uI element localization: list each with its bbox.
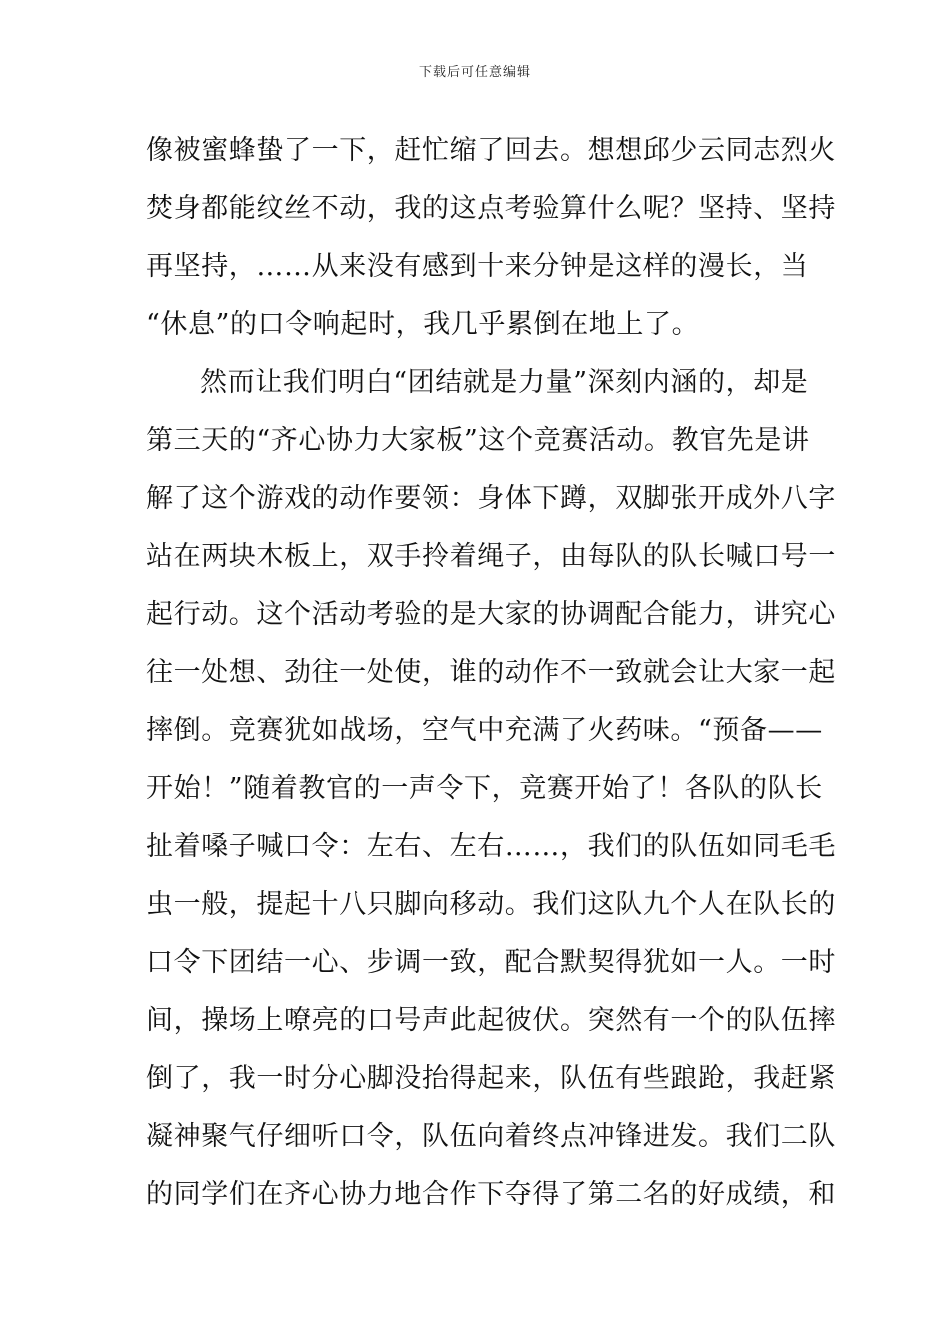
paragraph-2	[146, 354, 836, 1224]
body-text	[146, 122, 836, 1224]
text-line: 凝神聚气仔细听口令，队伍向着终点冲锋进发。我们二队	[146, 1121, 836, 1152]
text-line: 往一处想、劲往一处使，谁的动作不一致就会让大家一起	[146, 657, 836, 688]
text-line: 虫一般，提起十八只脚向移动。我们这队九个人在队长的	[146, 889, 836, 920]
text-line: 间，操场上嘹亮的口号声此起彼伏。突然有一个的队伍摔	[146, 1005, 836, 1036]
text-line: 起行动。这个活动考验的是大家的协调配合能力，讲究心	[146, 599, 836, 630]
text-line: 扯着嗓子喊口令：左右、左右……，我们的队伍如同毛毛	[146, 831, 836, 862]
text-line: 再坚持，……从来没有感到十来分钟是这样的漫长，当	[146, 251, 809, 282]
text-line: 口令下团结一心、步调一致，配合默契得犹如一人。一时	[146, 947, 836, 978]
text-line: 解了这个游戏的动作要领：身体下蹲，双脚张开成外八字	[146, 483, 836, 514]
text-line: 开始！”随着教官的一声令下，竞赛开始了！各队的队长	[146, 773, 823, 804]
text-line: 的同学们在齐心协力地合作下夺得了第二名的好成绩，和	[146, 1179, 836, 1210]
paragraph-1	[146, 122, 836, 354]
text-line: “休息”的口令响起时，我几乎累倒在地上了。	[146, 309, 700, 340]
text-line: 然而让我们明白“团结就是力量”深刻内涵的，却是	[200, 367, 809, 398]
text-line: 摔倒。竞赛犹如战场，空气中充满了火药味。“预备——	[146, 715, 823, 746]
text-line: 第三天的“齐心协力大家板”这个竞赛活动。教官先是讲	[146, 425, 810, 456]
page-header: 下载后可任意编辑	[418, 65, 531, 80]
text-line: 焚身都能纹丝不动，我的这点考验算什么呢？坚持、坚持	[146, 193, 836, 224]
text-line: 站在两块木板上，双手拎着绳子，由每队的队长喊口号一	[146, 541, 836, 572]
text-line: 像被蜜蜂蛰了一下，赶忙缩了回去。想想邱少云同志烈火	[146, 135, 836, 166]
text-line: 倒了，我一时分心脚没抬得起来，队伍有些踉跄，我赶紧	[146, 1063, 836, 1094]
